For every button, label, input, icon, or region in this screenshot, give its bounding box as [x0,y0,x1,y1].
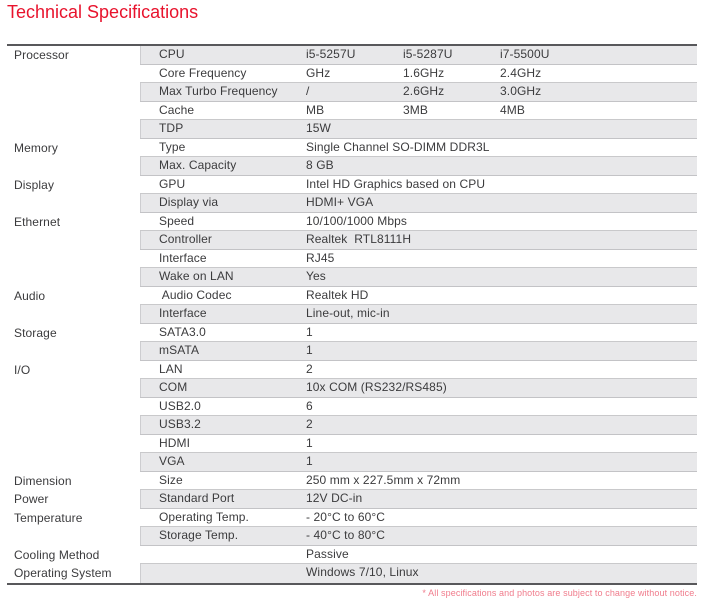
spec-value-cell: - 20°C to 60°C [306,509,386,524]
spec-label-cell: Controller [159,232,213,246]
category-cell [7,305,140,324]
spec-cells [140,324,697,343]
spec-cells [140,83,697,102]
spec-table-body [7,46,697,583]
category-cell [7,435,140,454]
spec-row [7,546,697,565]
category-cell: Temperature [7,509,140,528]
spec-label-cell [140,564,303,583]
spec-value-cell: Passive [306,546,349,561]
spec-cells [140,416,697,435]
spec-cells [140,472,697,491]
spec-value-cell: Realtek HD [306,287,369,302]
spec-row [7,564,697,583]
category-cell [7,102,140,121]
spec-row [7,324,697,343]
spec-cells [140,490,697,509]
category-cell: Power [7,490,140,509]
spec-cells [140,546,697,565]
spec-label-cell: SATA3.0 [159,324,206,339]
spec-value-cell: 2.6GHz [403,84,445,98]
spec-value-cell: 10/100/1000 Mbps [306,213,408,228]
category-cell: I/O [7,361,140,380]
spec-cells [140,231,697,250]
category-cell [7,250,140,269]
spec-row [7,435,697,454]
spec-value-cell: i7-5500U [500,47,550,61]
spec-value-cell: 4MB [500,102,525,117]
spec-cells [140,176,697,195]
spec-label-cell: Storage Temp. [159,528,239,542]
spec-cells [140,120,697,139]
spec-row [7,398,697,417]
category-cell [7,268,140,287]
spec-cells [140,102,697,121]
spec-label-cell [140,546,303,564]
spec-label-cell: mSATA [159,343,200,357]
spec-label-cell: Cache [159,102,195,117]
spec-row [7,213,697,232]
spec-label-cell: Wake on LAN [159,269,234,283]
spec-value-cell: MB [306,102,325,117]
spec-cells [140,398,697,417]
category-cell [7,194,140,213]
spec-value-cell: i5-5287U [403,47,453,61]
page-title: Technical Specifications [7,2,199,22]
spec-label-cell: COM [159,380,188,394]
spec-cells [140,46,697,65]
spec-value-cell: Single Channel SO-DIMM DDR3L [306,139,490,154]
category-cell [7,120,140,139]
category-cell [7,416,140,435]
spec-cells [140,509,697,528]
spec-row [7,342,697,361]
category-cell: Operating System [7,564,140,583]
spec-label-cell: GPU [159,176,186,191]
spec-row [7,139,697,158]
spec-value-cell: Windows 7/10, Linux [306,565,419,579]
spec-value-cell: Intel HD Graphics based on CPU [306,176,486,191]
spec-label-cell: Type [159,139,186,154]
spec-label-cell: Display via [159,195,219,209]
category-cell: Memory [7,139,140,158]
spec-row [7,46,697,65]
spec-table [7,44,697,585]
category-cell: Ethernet [7,213,140,232]
spec-label-cell: CPU [159,47,185,61]
spec-row [7,305,697,324]
spec-label-cell: Audio Codec [159,287,232,302]
spec-value-cell: HDMI+ VGA [306,195,374,209]
spec-label-cell: LAN [159,361,183,376]
spec-label-cell: Interface [159,306,207,320]
category-cell: Audio [7,287,140,306]
spec-row [7,361,697,380]
spec-row [7,250,697,269]
spec-cells [140,305,697,324]
spec-value-cell: 1 [306,324,313,339]
category-cell [7,453,140,472]
spec-row [7,287,697,306]
category-cell [7,527,140,546]
spec-cells [140,194,697,213]
footnote: * All specifications and photos are subject to change without notice. [422,588,697,598]
spec-value-cell: 1 [306,343,313,357]
spec-value-cell: 3MB [403,102,428,117]
category-cell: Dimension [7,472,140,491]
category-cell: Cooling Method [7,546,140,565]
spec-row [7,102,697,121]
spec-value-cell: 15W [306,121,331,135]
spec-value-cell: 3.0GHz [500,84,542,98]
spec-value-cell: 250 mm x 227.5mm x 72mm [306,472,461,487]
category-cell [7,65,140,84]
spec-value-cell: 2 [306,417,313,431]
spec-cells [140,564,697,583]
category-cell: Storage [7,324,140,343]
spec-row [7,472,697,491]
spec-cells [140,65,697,84]
spec-cells [140,287,697,306]
spec-label-cell: HDMI [159,435,191,450]
spec-label-cell: Standard Port [159,491,235,505]
spec-label-cell: TDP [159,121,184,135]
category-cell: Display [7,176,140,195]
spec-row [7,157,697,176]
spec-row [7,268,697,287]
spec-label-cell: Interface [159,250,207,265]
spec-value-cell: Line-out, mic-in [306,306,390,320]
category-cell [7,398,140,417]
category-cell [7,83,140,102]
category-cell [7,157,140,176]
spec-value-cell: i5-5257U [306,47,356,61]
spec-label-cell: Size [159,472,183,487]
spec-cells [140,213,697,232]
spec-label-cell: Max. Capacity [159,158,237,172]
spec-row [7,527,697,546]
spec-label-cell: VGA [159,454,185,468]
spec-row [7,83,697,102]
spec-value-cell: 2.4GHz [500,65,542,80]
spec-label-cell: Operating Temp. [159,509,249,524]
spec-value-cell: 1.6GHz [403,65,445,80]
spec-cells [140,527,697,546]
spec-value-cell: Realtek RTL8111H [306,232,412,246]
spec-row [7,379,697,398]
spec-row [7,453,697,472]
spec-label-cell: Speed [159,213,195,228]
spec-value-cell: RJ45 [306,250,335,265]
spec-cells [140,139,697,158]
spec-cells [140,361,697,380]
spec-row [7,231,697,250]
spec-row [7,176,697,195]
spec-value-cell: 1 [306,435,313,450]
spec-cells [140,342,697,361]
spec-cells [140,453,697,472]
spec-label-cell: Core Frequency [159,65,247,80]
spec-value-cell: 8 GB [306,158,334,172]
spec-cells [140,379,697,398]
spec-cells [140,268,697,287]
spec-value-cell: / [306,84,310,98]
spec-row [7,490,697,509]
spec-row [7,416,697,435]
spec-value-cell: Yes [306,269,326,283]
spec-value-cell: 10x COM (RS232/RS485) [306,380,447,394]
spec-label-cell: USB3.2 [159,417,201,431]
spec-value-cell: 2 [306,361,313,376]
spec-value-cell: - 40°C to 80°C [306,528,386,542]
spec-value-cell: 12V DC-in [306,491,363,505]
spec-row [7,509,697,528]
spec-value-cell: GHz [306,65,331,80]
category-cell [7,231,140,250]
spec-cells [140,157,697,176]
spec-label-cell: USB2.0 [159,398,201,413]
spec-cells [140,435,697,454]
spec-cells [140,250,697,269]
spec-value-cell: 1 [306,454,313,468]
category-cell: Processor [7,46,140,65]
spec-row [7,120,697,139]
spec-row [7,194,697,213]
category-cell [7,379,140,398]
spec-row [7,65,697,84]
category-cell [7,342,140,361]
spec-label-cell: Max Turbo Frequency [159,84,278,98]
spec-value-cell: 6 [306,398,313,413]
